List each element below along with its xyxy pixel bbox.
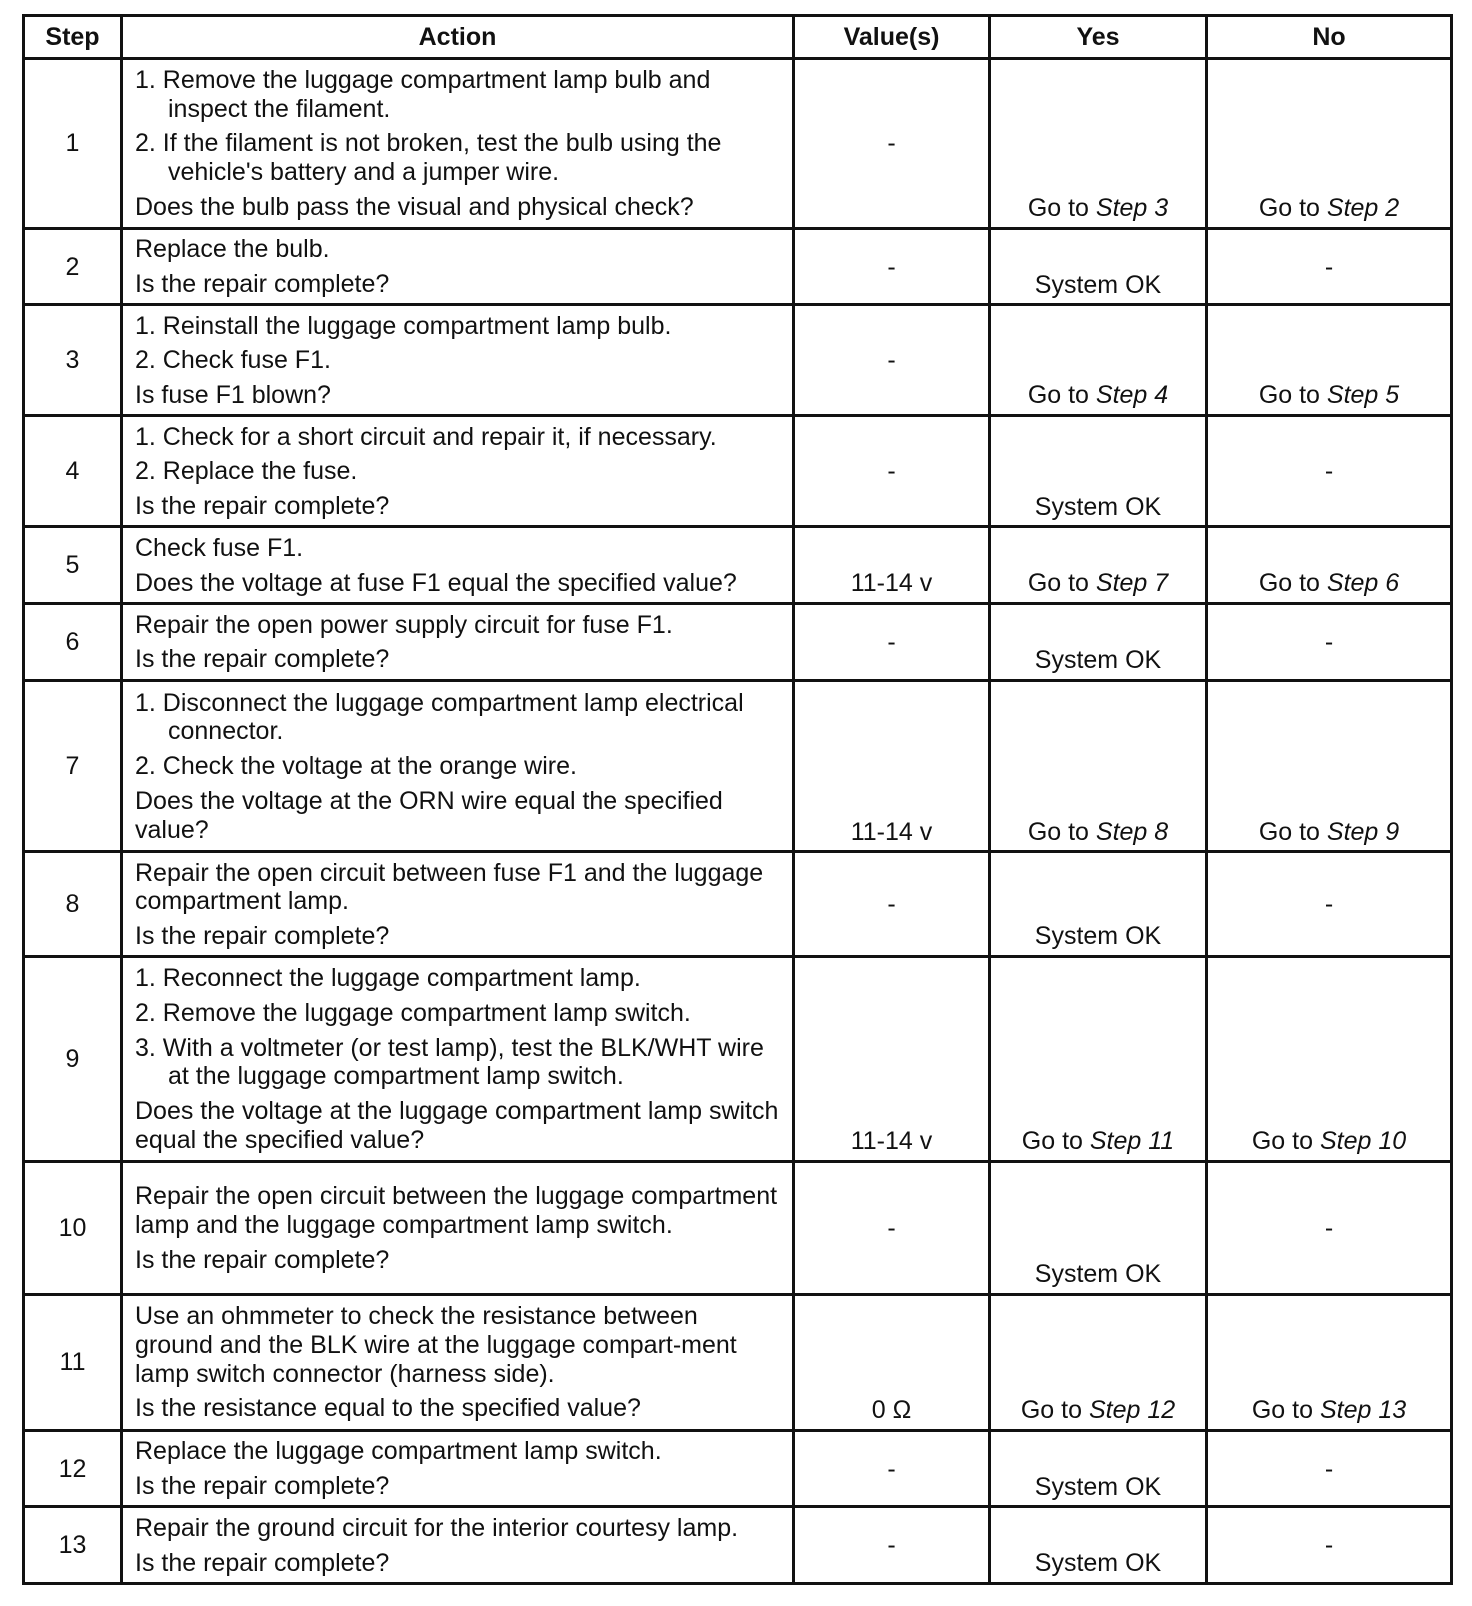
- step-number: 10: [24, 1161, 122, 1294]
- action-question: Does the voltage at the luggage compartment lamp switch equal the specified value?: [135, 1097, 779, 1154]
- no-cell: -: [1207, 415, 1452, 526]
- no-prefix: Go to: [1258, 381, 1327, 410]
- value-cell: -: [794, 228, 990, 305]
- value-cell: 0 Ω: [794, 1294, 990, 1430]
- header-values: Value(s): [794, 16, 990, 59]
- action-cell: [122, 852, 794, 957]
- action-line: Repair the ground circuit for the interior courtesy lamp.: [135, 1513, 739, 1542]
- yes-step-ref: Step 3: [1095, 193, 1169, 222]
- yes-step-ref: Step 12: [1088, 1395, 1176, 1424]
- no-prefix: Go to: [1258, 193, 1327, 222]
- no-cell: [1207, 305, 1452, 416]
- step-number: 7: [24, 680, 122, 852]
- yes-step-ref: Step 7: [1095, 569, 1169, 598]
- no-cell: [1207, 527, 1452, 604]
- table-row: [24, 1294, 1452, 1430]
- no-cell: [1207, 680, 1452, 852]
- action-line: Replace the bulb.: [135, 235, 330, 264]
- action-line: 2. Check fuse F1.: [135, 346, 331, 375]
- table-row: [24, 1161, 1452, 1294]
- yes-step-ref: Step 8: [1095, 817, 1169, 846]
- action-question: Does the voltage at the ORN wire equal the specified value?: [135, 786, 723, 844]
- value-cell: -: [794, 852, 990, 957]
- yes-cell: System OK: [990, 604, 1207, 681]
- action-line: 2. Check the voltage at the orange wire.: [135, 752, 577, 781]
- step-number: 11: [24, 1294, 122, 1430]
- action-line: Repair the open power supply circuit for fuse F1.: [135, 610, 673, 639]
- value-cell: -: [794, 415, 990, 526]
- no-cell: -: [1207, 1507, 1452, 1584]
- table-row: [24, 527, 1452, 604]
- action-cell: [122, 527, 794, 604]
- yes-cell: System OK: [990, 1430, 1207, 1507]
- action-cell: [122, 1430, 794, 1507]
- yes-cell: [990, 59, 1207, 229]
- action-question: Does the bulb pass the visual and physical check?: [135, 192, 694, 221]
- yes-cell: System OK: [990, 228, 1207, 305]
- no-step-ref: Step 13: [1319, 1395, 1407, 1424]
- yes-prefix: Go to: [1027, 569, 1096, 598]
- yes-cell: System OK: [990, 1161, 1207, 1294]
- action-line: 1. Reinstall the luggage compartment lamp bulb.: [135, 311, 672, 340]
- table-row: [24, 604, 1452, 681]
- action-line: Use an ohmmeter to check the resistance between ground and the BLK wire at the luggage compart-ment lamp switch connector (harness side).: [135, 1302, 737, 1388]
- table-row: [24, 680, 1452, 852]
- action-question: Does the voltage at fuse F1 equal the specified value?: [135, 568, 737, 597]
- action-line: 3. With a voltmeter (or test lamp), test the BLK/WHT wire at the luggage compartment lamp switch.: [135, 1033, 764, 1091]
- yes-cell: [990, 527, 1207, 604]
- yes-prefix: Go to: [1027, 193, 1096, 222]
- no-cell: -: [1207, 604, 1452, 681]
- no-cell: -: [1207, 852, 1452, 957]
- no-step-ref: Step 9: [1326, 817, 1400, 846]
- step-number: 8: [24, 852, 122, 957]
- no-cell: -: [1207, 1161, 1452, 1294]
- action-line: Check fuse F1.: [135, 533, 304, 562]
- no-prefix: Go to: [1258, 817, 1327, 846]
- yes-prefix: Go to: [1020, 1395, 1089, 1424]
- value-cell: 11-14 v: [794, 527, 990, 604]
- action-question: Is the repair complete?: [135, 1245, 390, 1274]
- table-row: [24, 852, 1452, 957]
- step-number: 1: [24, 59, 122, 229]
- action-line: 2. If the filament is not broken, test the bulb using the vehicle's battery and a jumper wire.: [135, 129, 722, 187]
- diagnostic-table: [22, 14, 1453, 1585]
- action-cell: [122, 1161, 794, 1294]
- yes-cell: System OK: [990, 852, 1207, 957]
- yes-cell: [990, 680, 1207, 852]
- header-row: [24, 16, 1452, 59]
- no-cell: [1207, 59, 1452, 229]
- action-question: Is the repair complete?: [135, 269, 390, 298]
- header-yes: Yes: [990, 16, 1207, 59]
- no-cell: -: [1207, 1430, 1452, 1507]
- yes-prefix: Go to: [1021, 1127, 1090, 1156]
- table-row: [24, 1507, 1452, 1584]
- action-line: Repair the open circuit between fuse F1 and the luggage compartment lamp.: [135, 858, 764, 916]
- action-question: Is the repair complete?: [135, 645, 390, 674]
- action-line: 2. Replace the fuse.: [135, 457, 358, 486]
- step-number: 2: [24, 228, 122, 305]
- table-row: [24, 228, 1452, 305]
- action-line: 1. Reconnect the luggage compartment lamp.: [135, 964, 641, 993]
- value-cell: 11-14 v: [794, 680, 990, 852]
- no-step-ref: Step 10: [1319, 1127, 1407, 1156]
- no-step-ref: Step 5: [1326, 381, 1400, 410]
- table-row: [24, 59, 1452, 229]
- action-question: Is the repair complete?: [135, 492, 390, 521]
- value-cell: -: [794, 604, 990, 681]
- yes-cell: [990, 1294, 1207, 1430]
- action-question: Is the repair complete?: [135, 1471, 390, 1500]
- action-cell: [122, 1294, 794, 1430]
- action-cell: [122, 228, 794, 305]
- no-step-ref: Step 2: [1326, 193, 1400, 222]
- action-line: 1. Disconnect the luggage compartment lamp electrical connector.: [135, 688, 744, 746]
- action-line: 1. Remove the luggage compartment lamp bulb and inspect the filament.: [135, 65, 711, 123]
- no-cell: -: [1207, 228, 1452, 305]
- no-cell: [1207, 956, 1452, 1161]
- value-cell: 11-14 v: [794, 956, 990, 1161]
- no-prefix: Go to: [1251, 1127, 1320, 1156]
- action-question: Is the repair complete?: [135, 922, 390, 950]
- action-cell: [122, 305, 794, 416]
- no-step-ref: Step 6: [1326, 569, 1400, 598]
- action-question: Is the repair complete?: [135, 1548, 390, 1577]
- action-line: Repair the open circuit between the luggage compartment lamp and the luggage compartment lamp switch.: [135, 1182, 778, 1239]
- value-cell: -: [794, 1161, 990, 1294]
- step-number: 13: [24, 1507, 122, 1584]
- action-line: 2. Remove the luggage compartment lamp switch.: [135, 998, 691, 1027]
- no-cell: [1207, 1294, 1452, 1430]
- yes-step-ref: Step 11: [1089, 1127, 1175, 1156]
- table-row: [24, 415, 1452, 526]
- action-cell: [122, 956, 794, 1161]
- header-step: Step: [24, 16, 122, 59]
- yes-cell: [990, 956, 1207, 1161]
- action-line: 1. Check for a short circuit and repair it, if necessary.: [135, 422, 717, 451]
- action-line: Replace the luggage compartment lamp switch.: [135, 1437, 662, 1466]
- table-row: [24, 1430, 1452, 1507]
- step-number: 9: [24, 956, 122, 1161]
- yes-step-ref: Step 4: [1095, 381, 1169, 410]
- action-cell: [122, 1507, 794, 1584]
- table-row: [24, 305, 1452, 416]
- header-no: No: [1207, 16, 1452, 59]
- step-number: 3: [24, 305, 122, 416]
- action-cell: [122, 415, 794, 526]
- yes-prefix: Go to: [1027, 817, 1096, 846]
- no-prefix: Go to: [1258, 569, 1327, 598]
- yes-prefix: Go to: [1027, 381, 1096, 410]
- no-prefix: Go to: [1251, 1395, 1320, 1424]
- step-number: 5: [24, 527, 122, 604]
- header-action: Action: [122, 16, 794, 59]
- action-cell: [122, 604, 794, 681]
- yes-cell: [990, 305, 1207, 416]
- yes-cell: System OK: [990, 415, 1207, 526]
- value-cell: -: [794, 1507, 990, 1584]
- step-number: 4: [24, 415, 122, 526]
- action-question: Is fuse F1 blown?: [135, 381, 331, 409]
- action-question: Is the resistance equal to the specified value?: [135, 1394, 641, 1423]
- step-number: 12: [24, 1430, 122, 1507]
- table-row: [24, 956, 1452, 1161]
- value-cell: -: [794, 305, 990, 416]
- value-cell: -: [794, 59, 990, 229]
- value-cell: -: [794, 1430, 990, 1507]
- action-cell: [122, 680, 794, 852]
- yes-cell: System OK: [990, 1507, 1207, 1584]
- step-number: 6: [24, 604, 122, 681]
- action-cell: [122, 59, 794, 229]
